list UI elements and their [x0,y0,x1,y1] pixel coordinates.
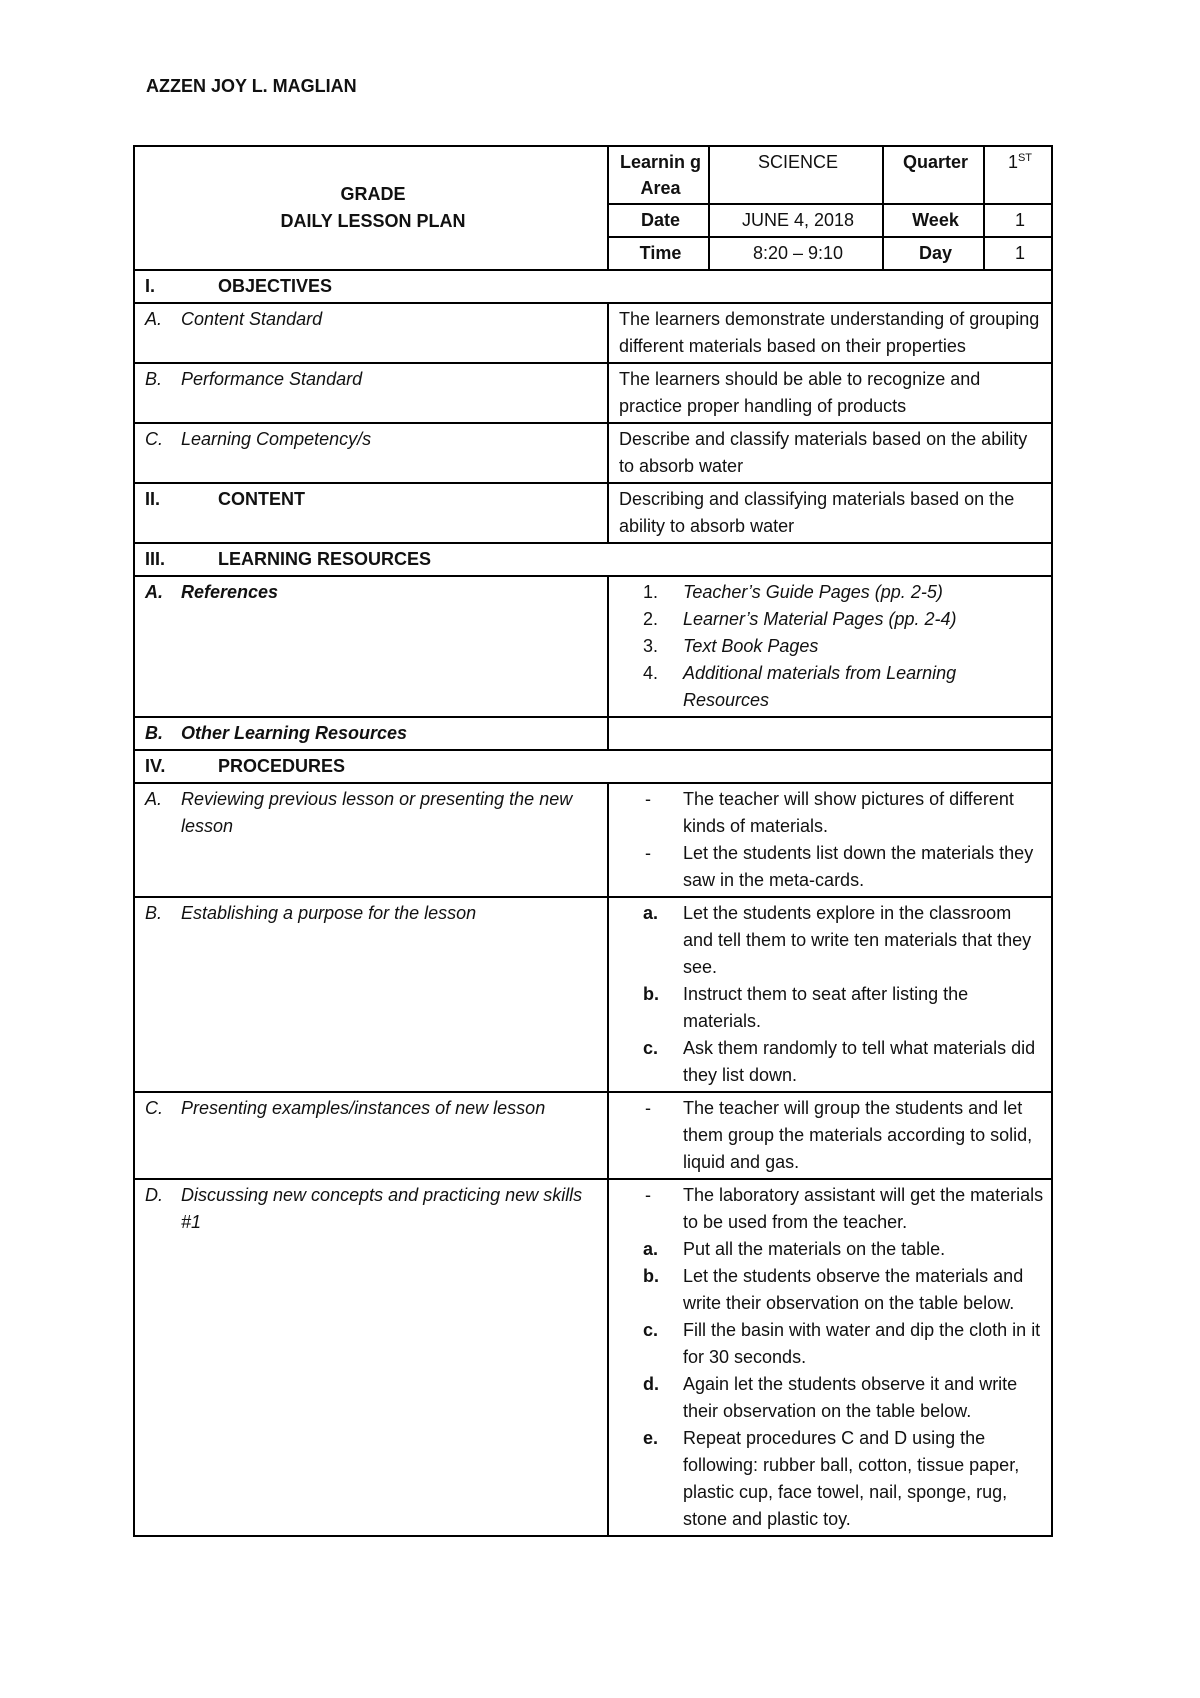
content-standard-label-cell [134,303,608,363]
list-item: d. Again let the students observe it and write their observation on the table below. [643,1374,1018,1421]
other-resources-label-cell [134,717,608,750]
week-label: Week [883,204,984,237]
procedure-b-list [609,900,1045,1089]
section-learning-resources [134,543,1052,576]
other-resources-label: Other Learning Resources [181,723,408,743]
other-resources-value [608,717,1052,750]
list-item: c. Ask them randomly to tell what materials did they list down. [643,1038,1036,1085]
grade-label: GRADE [340,184,406,204]
row-letter: A. [145,309,163,329]
section-number: III. [145,549,166,569]
list-item: b. Instruct them to seat after listing the materials. [643,984,969,1031]
procedure-b-list-cell [608,897,1052,1092]
quarter-suffix: ST [1017,152,1033,164]
content-standard-label: Content Standard [181,309,323,329]
section-title: CONTENT [218,489,305,509]
list-item: b. Let the students observe the materials and write their observation on the table below. [643,1266,1024,1313]
list-item: 1. Teacher’s Guide Pages (pp. 2-5) [643,582,943,602]
list-item: 2. Learner’s Material Pages (pp. 2-4) [643,609,957,629]
procedure-b-label-cell [134,897,608,1092]
list-item: 4. Additional materials from Learning Resources [643,663,957,710]
procedure-d-list [609,1182,1045,1533]
section-title: OBJECTIVES [218,276,333,296]
row-letter: B. [145,369,163,389]
learning-area-value: SCIENCE [709,146,883,204]
row-letter: A. [145,789,163,809]
procedure-d-list-cell [608,1179,1052,1536]
time-value: 8:20 – 9:10 [709,237,883,270]
week-value: 1 [984,204,1052,237]
learning-competency-value: Describe and classify materials based on the ability to absorb water [608,423,1052,483]
author-name: AZZEN JOY L. MAGLIAN [146,76,357,96]
date-label: Date [608,204,709,237]
section-content [134,483,608,543]
quarter-value-cell [984,146,1052,204]
procedure-d-label-cell [134,1179,608,1536]
day-label: Day [883,237,984,270]
list-item: a. Put all the materials on the table. [643,1239,946,1259]
list-item: - The teacher will group the students and let them group the materials according to solid, liquid and gas. [645,1098,1033,1172]
references-label: References [181,582,279,602]
list-item: c. Fill the basin with water and dip the cloth in it for 30 seconds. [643,1320,1041,1367]
references-label-cell [134,576,608,717]
quarter-value: 1 [1007,152,1018,172]
section-title: PROCEDURES [218,756,346,776]
list-item: - The laboratory assistant will get the materials to be used from the teacher. [645,1185,1044,1232]
row-letter: B. [145,903,163,923]
procedure-c-list-cell [608,1092,1052,1179]
procedure-a-list-cell [608,783,1052,897]
procedure-a-label: Reviewing previous lesson or presenting the new lesson [181,789,573,836]
procedure-d-label: Discussing new concepts and practicing new skills #1 [181,1185,583,1232]
list-item: - The teacher will show pictures of different kinds of materials. [645,789,1014,836]
references-list [609,579,1045,714]
procedure-b-label: Establishing a purpose for the lesson [181,903,477,923]
section-number: I. [145,276,156,296]
day-value: 1 [984,237,1052,270]
section-procedures [134,750,1052,783]
performance-standard-label: Performance Standard [181,369,363,389]
learning-competency-label-cell [134,423,608,483]
section-objectives [134,270,1052,303]
list-item: a. Let the students explore in the classroom and tell them to write ten materials that they see. [643,903,1032,977]
references-list-cell [608,576,1052,717]
procedure-c-label-cell [134,1092,608,1179]
row-letter: C. [145,429,163,449]
section-number: IV. [145,756,166,776]
list-item: e. Repeat procedures C and D using the following: rubber ball, cotton, tissue paper, plastic cup, face towel, nail, sponge, rug, stone and plastic toy. [643,1428,1020,1529]
content-standard-value: The learners demonstrate understanding of grouping different materials based on their properties [608,303,1052,363]
section-title: LEARNING RESOURCES [218,549,432,569]
content-value: Describing and classifying materials based on the ability to absorb water [608,483,1052,543]
row-letter: D. [145,1185,163,1205]
performance-standard-value: The learners should be able to recognize and practice proper handling of products [608,363,1052,423]
procedure-c-list [609,1095,1045,1176]
quarter-label: Quarter [883,146,984,204]
row-letter: B. [145,723,163,743]
section-number: II. [145,489,161,509]
plan-title: DAILY LESSON PLAN [280,211,466,231]
row-letter: A. [145,582,163,602]
time-label: Time [608,237,709,270]
row-letter: C. [145,1098,163,1118]
list-item: 3. Text Book Pages [643,636,819,656]
list-item: - Let the students list down the materials they saw in the meta-cards. [645,843,1034,890]
grade-title-cell [134,146,608,270]
procedure-c-label: Presenting examples/instances of new lesson [181,1098,546,1118]
date-value: JUNE 4, 2018 [709,204,883,237]
performance-standard-label-cell [134,363,608,423]
learning-area-label: Learnin g Area [608,146,709,204]
procedure-a-list [609,786,1045,894]
lesson-plan-table [133,145,1053,1537]
procedure-a-label-cell [134,783,608,897]
learning-competency-label: Learning Competency/s [181,429,372,449]
